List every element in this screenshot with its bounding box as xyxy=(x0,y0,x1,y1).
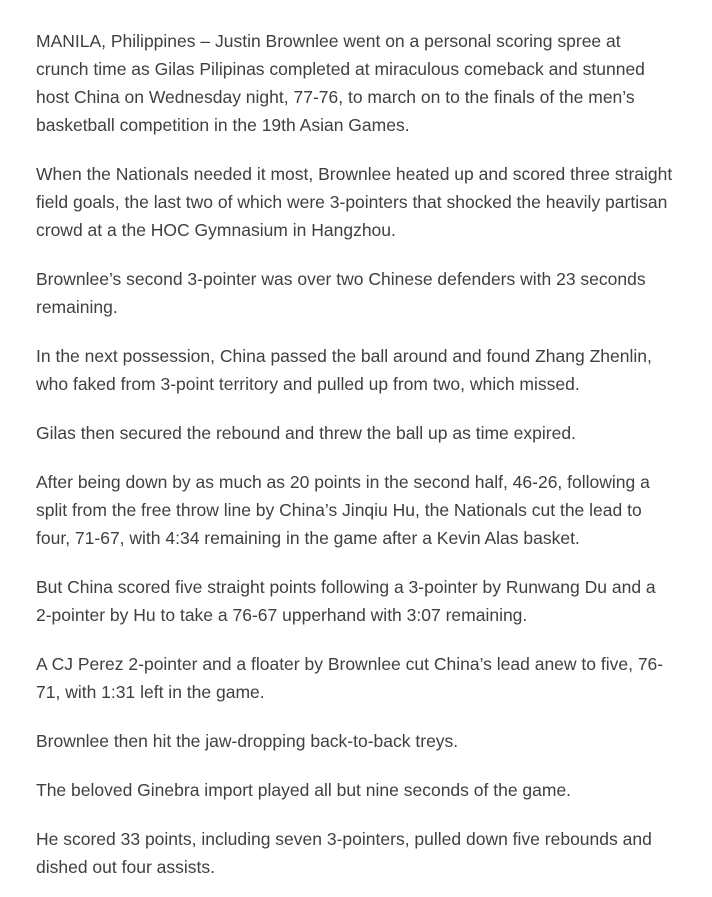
article-paragraph: He scored 33 points, including seven 3-pointers, pulled down five rebounds and dished out four assists. xyxy=(36,829,652,877)
article-paragraph: After being down by as much as 20 points in the second half, 46-26, following a split from the free throw line by China’s Jinqiu Hu, the Nationals cut the lead to four, 71-67, with 4:34 remaining in the game after a Kevin Alas basket. xyxy=(36,472,650,548)
article-paragraph: Gilas then secured the rebound and threw the ball up as time expired. xyxy=(36,423,576,443)
article-paragraph: The beloved Ginebra import played all but nine seconds of the game. xyxy=(36,780,572,800)
article-paragraph: When the Nationals needed it most, Brownlee heated up and scored three straight field goals, the last two of which were 3-pointers that shocked the heavily partisan crowd at a the HOC Gymnasium in Hangzhou. xyxy=(36,164,673,240)
article-paragraph: Brownlee then hit the jaw-dropping back-to-back treys. xyxy=(36,731,459,751)
article-paragraph: MANILA, Philippines – Justin Brownlee went on a personal scoring spree at crunch time as Gilas Pilipinas completed at miraculous comeback and stunned host China on Wednesday night, 77-76, to march on to the finals of the men’s basketball competition in the 19th Asian Games. xyxy=(36,31,645,135)
article-paragraph: A CJ Perez 2-pointer and a floater by Brownlee cut China’s lead anew to five, 76-71, with 1:31 left in the game. xyxy=(36,654,664,702)
article-paragraph: Brownlee’s second 3-pointer was over two Chinese defenders with 23 seconds remaining. xyxy=(36,269,646,317)
article-paragraph: But China scored five straight points following a 3-pointer by Runwang Du and a 2-pointer by Hu to take a 76-67 upperhand with 3:07 remaining. xyxy=(36,577,656,625)
article-paragraph: In the next possession, China passed the ball around and found Zhang Zhenlin, who faked from 3-point territory and pulled up from two, which missed. xyxy=(36,346,652,394)
